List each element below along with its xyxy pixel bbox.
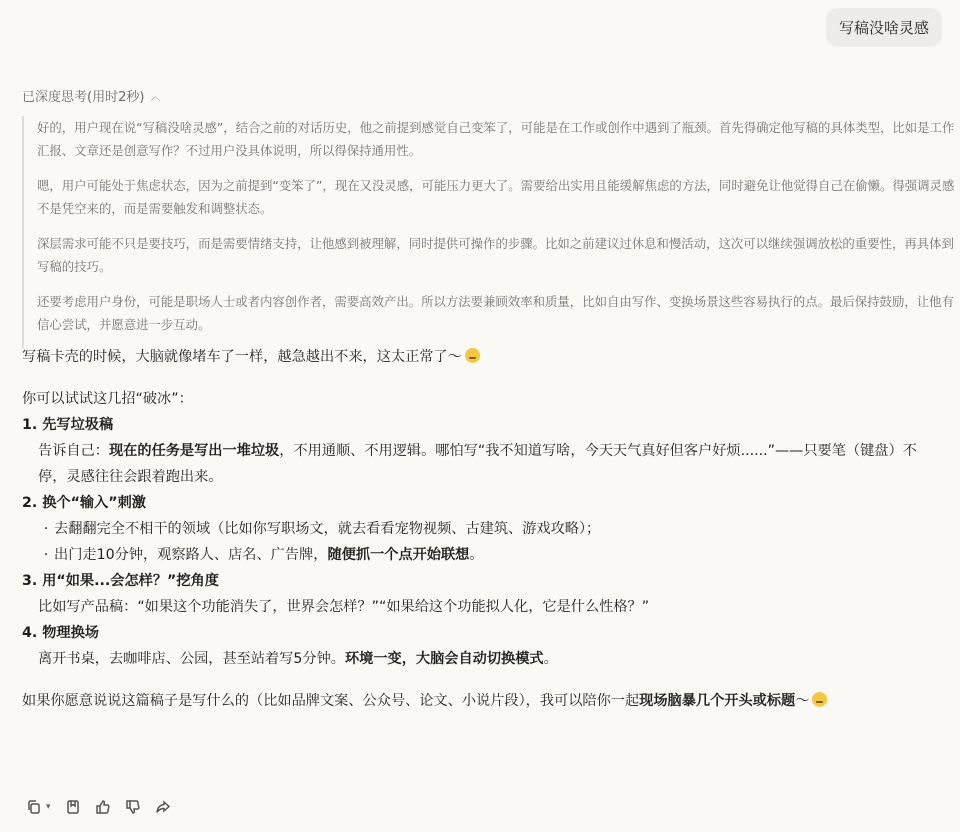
answer-closing (22, 688, 942, 714)
thinking-toggle[interactable] (22, 86, 160, 105)
text: 告诉自己： (38, 443, 109, 459)
answer-intro-text: 写稿卡壳的时候，大脑就像堵车了一样，越急越出不来，这太正常了～ (22, 349, 462, 365)
user-message-text: 写稿没啥灵感 (838, 19, 929, 37)
text: ～ (795, 693, 810, 709)
dislike-button[interactable] (121, 796, 145, 818)
bullet-dot: · (43, 547, 49, 563)
text: ，不用通顺、不用逻辑。哪怕写“我不知道写啥，今天天气真好但客户好烦......”——只要笔（键盘）不停，灵感往往会跟着跑出来。 (38, 443, 917, 485)
assistant-answer (22, 344, 942, 714)
list-item (22, 542, 942, 568)
bullet-dot: · (43, 521, 49, 537)
share-icon (155, 799, 171, 815)
copy-button[interactable] (22, 796, 46, 818)
chevron-down-icon[interactable]: ▾ (46, 802, 51, 812)
answer-lead: 你可以试试这几招“破冰”： (22, 391, 193, 407)
section-title: 3. 用“如果...会怎样？”挖角度 (22, 573, 219, 589)
like-button[interactable] (91, 796, 115, 818)
thinking-toggle-label: 已深度思考(用时2秒) (22, 90, 145, 105)
chevron-up-icon: ︿ (150, 92, 161, 103)
thinking-paragraph: 嗯，用户可能处于焦虑状态，因为之前提到“变笨了”，现在又没灵感，可能压力更大了。需要给出实用且能缓解焦虑的方法，同时避免让他觉得自己在偷懒。得强调灵感不是凭空来的，而是需要触发和调整状态。 (37, 178, 955, 216)
user-message-bubble (826, 8, 942, 47)
section-title: 2. 换个“输入”刺激 (22, 495, 146, 511)
bold-text: 随便抓一个点开始联想 (327, 547, 470, 563)
bookmark-icon (65, 799, 81, 815)
bold-text: 现场脑暴几个开头或标题 (639, 693, 796, 709)
thumbs-down-icon (125, 799, 141, 815)
text: 。 (543, 651, 558, 667)
bookmark-button[interactable] (61, 796, 85, 818)
message-actions (22, 796, 175, 818)
thinking-paragraph: 好的，用户现在说“写稿没啥灵感”，结合之前的对话历史，他之前提到感觉自己变笨了，可能是在工作或创作中遇到了瓶颈。首先得确定他写稿的具体类型，比如是工作汇报、文章还是创意写作？不过用户没具体说明，所以得保持通用性。 (37, 120, 955, 158)
emoji-icon (465, 348, 480, 363)
section-title: 1. 先写垃圾稿 (22, 417, 114, 433)
bold-text: 环境一变，大脑会自动切换模式 (344, 651, 544, 667)
thinking-paragraph: 深层需求可能不只是要技巧，而是需要情绪支持，让他感到被理解，同时提供可操作的步骤。比如之前建议过休息和慢活动，这次可以继续强调放松的重要性，再具体到写稿的技巧。 (37, 236, 954, 274)
text: 。 (469, 547, 484, 563)
list-item (22, 516, 942, 542)
text: 出门走10分钟，观察路人、店名、广告牌， (54, 547, 328, 563)
bold-text: 现在的任务是写出一堆垃圾 (108, 443, 280, 459)
share-button[interactable] (151, 796, 175, 818)
section-body (22, 646, 942, 672)
text: 去翻翻完全不相干的领域（比如你写职场文，就去看看宠物视频、古建筑、游戏攻略）； (54, 521, 601, 537)
thinking-paragraph: 还要考虑用户身份，可能是职场人士或者内容创作者，需要高效产出。所以方法要兼顾效率和质量，比如自由写作、变换场景这些容易执行的点。最后保持鼓励，让他有信心尝试，并愿意进一步互动。 (37, 294, 954, 332)
copy-icon (26, 799, 42, 815)
answer-intro (22, 344, 942, 370)
text: 如果你愿意说说这篇稿子是写什么的（比如品牌文案、公众号、论文、小说片段），我可以陪你一起 (22, 693, 640, 709)
text: 离开书桌，去咖啡店、公园，甚至站着写5分钟。 (38, 651, 345, 667)
section-title: 4. 物理换场 (22, 625, 99, 641)
thinking-content (22, 116, 959, 348)
section-body: 比如写产品稿：“如果这个功能消失了，世界会怎样？”“如果给这个功能拟人化，它是什么性格？” (38, 599, 650, 615)
emoji-icon (812, 692, 827, 707)
thumbs-up-icon (95, 799, 111, 815)
section-body (22, 438, 942, 490)
